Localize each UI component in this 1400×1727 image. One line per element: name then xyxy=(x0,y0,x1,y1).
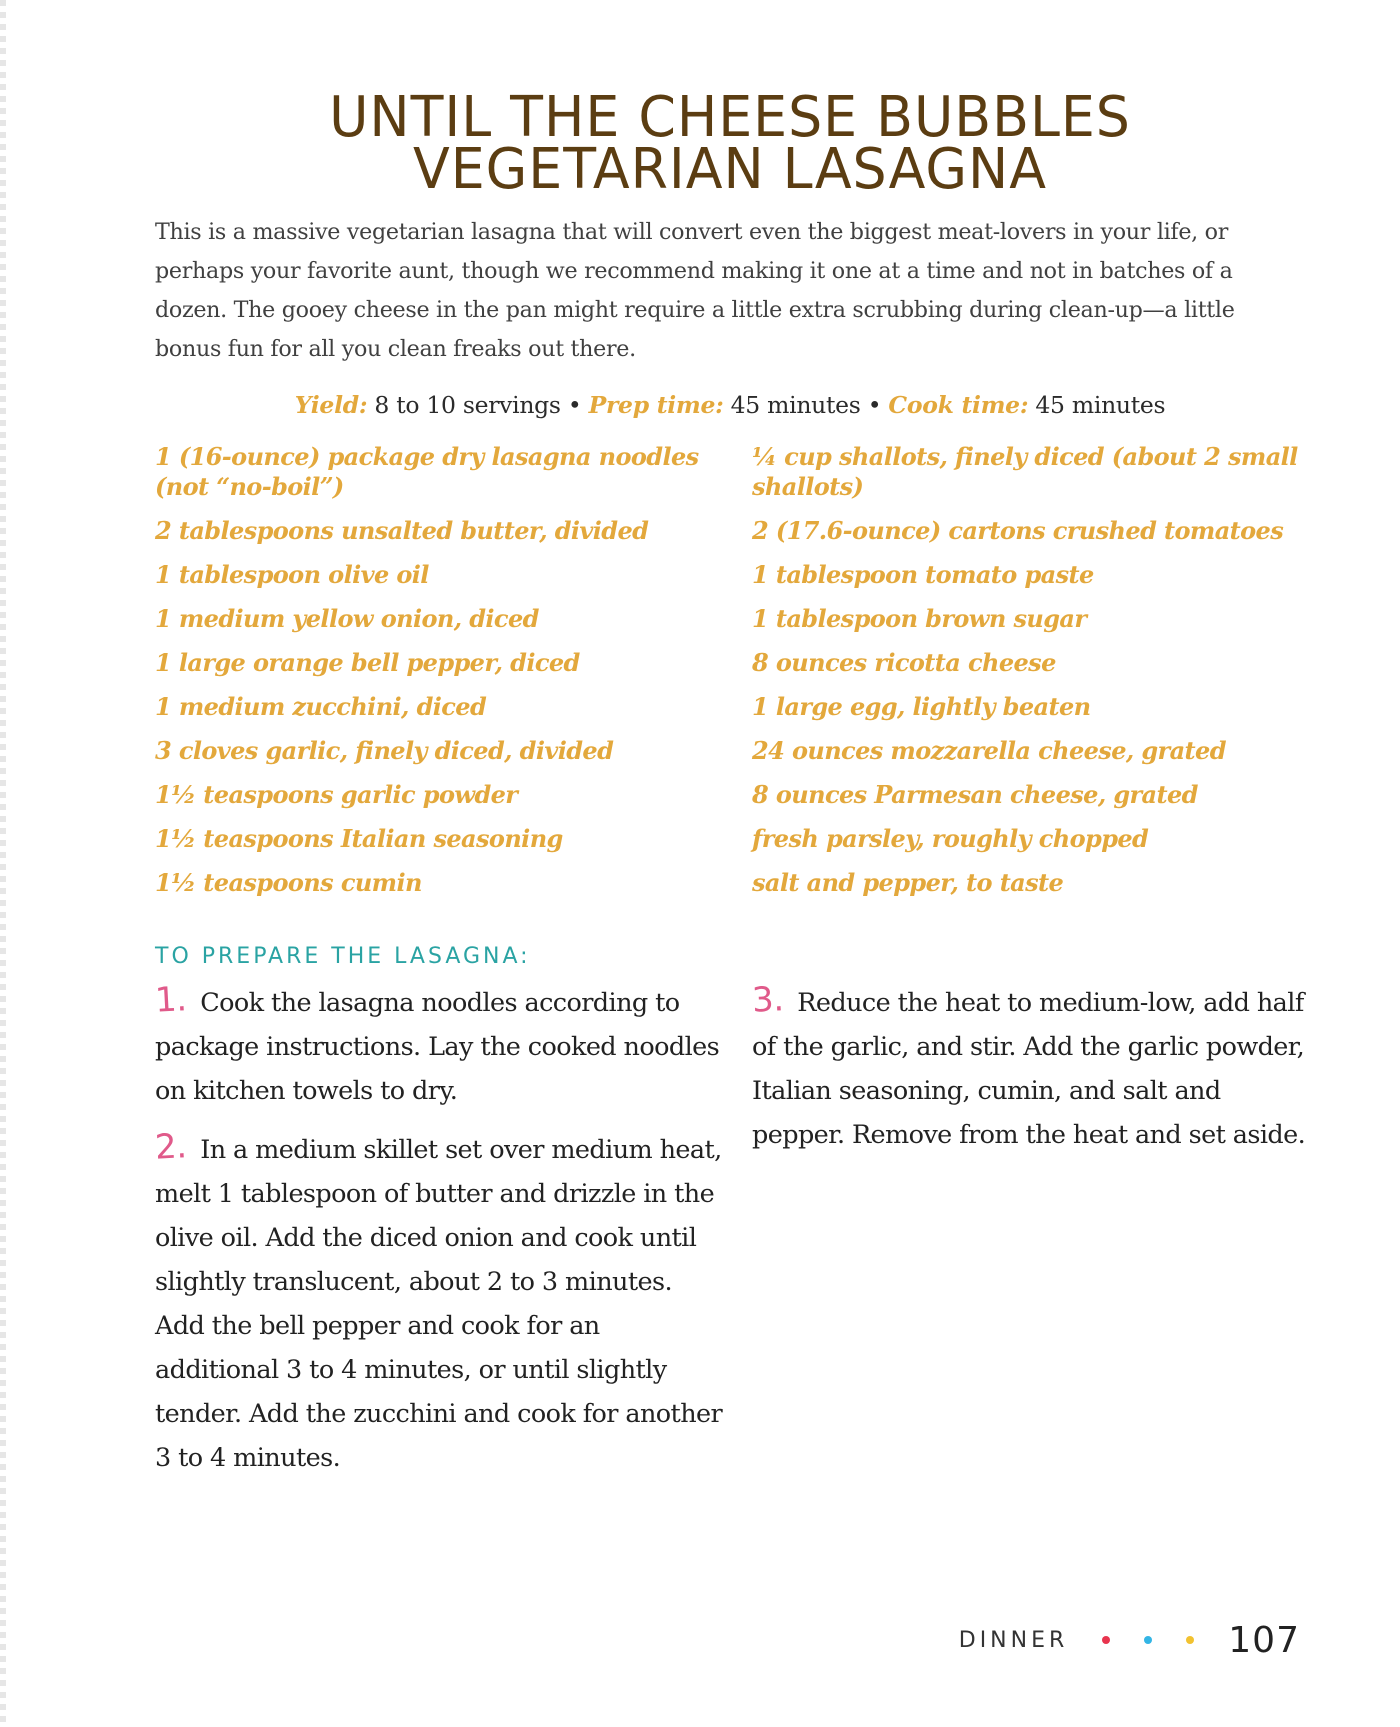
ingredient-item: 1 large egg, lightly beaten xyxy=(752,692,1091,721)
page-number: 107 xyxy=(1228,1619,1300,1661)
prep-time-label: Prep time: xyxy=(588,391,724,419)
ingredient-item: 1 medium zucchini, diced xyxy=(155,692,487,721)
ingredient-item: 1 tablespoon tomato paste xyxy=(752,560,1094,589)
ingredient-item: 1 large orange bell pepper, diced xyxy=(155,648,580,677)
ingredient-item: salt and pepper, to taste xyxy=(752,868,1064,897)
decorative-dot-icon xyxy=(1186,1636,1194,1644)
ingredient-item: 3 cloves garlic, finely diced, divided xyxy=(155,736,614,765)
ingredient-list-right xyxy=(752,442,1312,912)
footer-section-name: DINNER xyxy=(958,1627,1069,1653)
step-text: Cook the lasagna noodles according to package instructions. Lay the cooked noodles on kitchen towels to dry. xyxy=(155,988,720,1106)
recipe-intro: This is a massive vegetarian lasagna that will convert even the biggest meat-lovers in your life, or perhaps your favorite aunt, though we recommend making it one at a time and not in batches of a dozen. The gooey cheese in the pan might require a little extra scrubbing during clean-up—a little bonus fun for all you clean freaks out there. xyxy=(155,219,1235,362)
step-number: 3. xyxy=(750,979,785,1021)
decorative-dot-icon xyxy=(1144,1636,1152,1644)
page-edge xyxy=(0,0,6,1727)
meta-separator: • xyxy=(567,391,582,419)
step-1 xyxy=(155,978,725,1113)
step-2 xyxy=(155,1125,725,1480)
step-number: 2. xyxy=(153,1126,188,1168)
ingredient-list-left xyxy=(155,442,735,912)
ingredient-item: 2 (17.6-ounce) cartons crushed tomatoes xyxy=(752,516,1284,545)
ingredient-item: 1 (16-ounce) package dry lasagna noodles (not “no-boil”) xyxy=(155,442,699,501)
recipe-title-line-1: UNTIL THE CHEESE BUBBLES xyxy=(329,85,1131,150)
ingredient-item: fresh parsley, roughly chopped xyxy=(752,824,1149,853)
section-heading: TO PREPARE THE LASAGNA: xyxy=(155,944,531,969)
cook-time-value: 45 minutes xyxy=(1035,391,1166,419)
meta-separator: • xyxy=(867,391,882,419)
ingredient-item: 1½ teaspoons garlic powder xyxy=(155,780,518,809)
ingredient-item: 1 tablespoon olive oil xyxy=(155,560,429,589)
ingredient-item: 1 medium yellow onion, diced xyxy=(155,604,539,633)
recipe-title-line-2: VEGETARIAN LASAGNA xyxy=(413,137,1047,202)
ingredient-item: 1 tablespoon brown sugar xyxy=(752,604,1087,633)
ingredient-item: 24 ounces mozzarella cheese, grated xyxy=(752,736,1226,765)
ingredient-item: ¼ cup shallots, finely diced (about 2 small shallots) xyxy=(752,442,1298,501)
yield-label: Yield: xyxy=(294,391,368,419)
recipe-title xyxy=(178,85,1282,202)
step-3 xyxy=(752,978,1312,1157)
ingredient-item: 1½ teaspoons cumin xyxy=(155,868,422,897)
step-number: 1. xyxy=(153,979,188,1021)
decorative-dot-icon xyxy=(1102,1636,1110,1644)
page-footer xyxy=(959,1620,1300,1660)
ingredient-item: 1½ teaspoons Italian seasoning xyxy=(155,824,563,853)
step-text: Reduce the heat to medium-low, add half of the garlic, and stir. Add the garlic powder, Italian seasoning, cumin, and salt and pepper. Remove from the heat and set aside. xyxy=(752,988,1306,1150)
cook-time-label: Cook time: xyxy=(888,391,1029,419)
prep-time-value: 45 minutes xyxy=(730,391,861,419)
recipe-meta xyxy=(155,388,1305,422)
ingredient-item: 8 ounces Parmesan cheese, grated xyxy=(752,780,1198,809)
yield-value: 8 to 10 servings xyxy=(374,391,561,419)
ingredient-item: 2 tablespoons unsalted butter, divided xyxy=(155,516,649,545)
step-text: In a medium skillet set over medium heat, melt 1 tablespoon of butter and drizzle in the olive oil. Add the diced onion and cook until slightly translucent, about 2 to 3 minutes. Add the bell pepper and cook for an additional 3 to 4 minutes, or until slightly tender. Add the zucchini and cook for another 3 to 4 minutes. xyxy=(155,1135,723,1473)
ingredient-item: 8 ounces ricotta cheese xyxy=(752,648,1056,677)
